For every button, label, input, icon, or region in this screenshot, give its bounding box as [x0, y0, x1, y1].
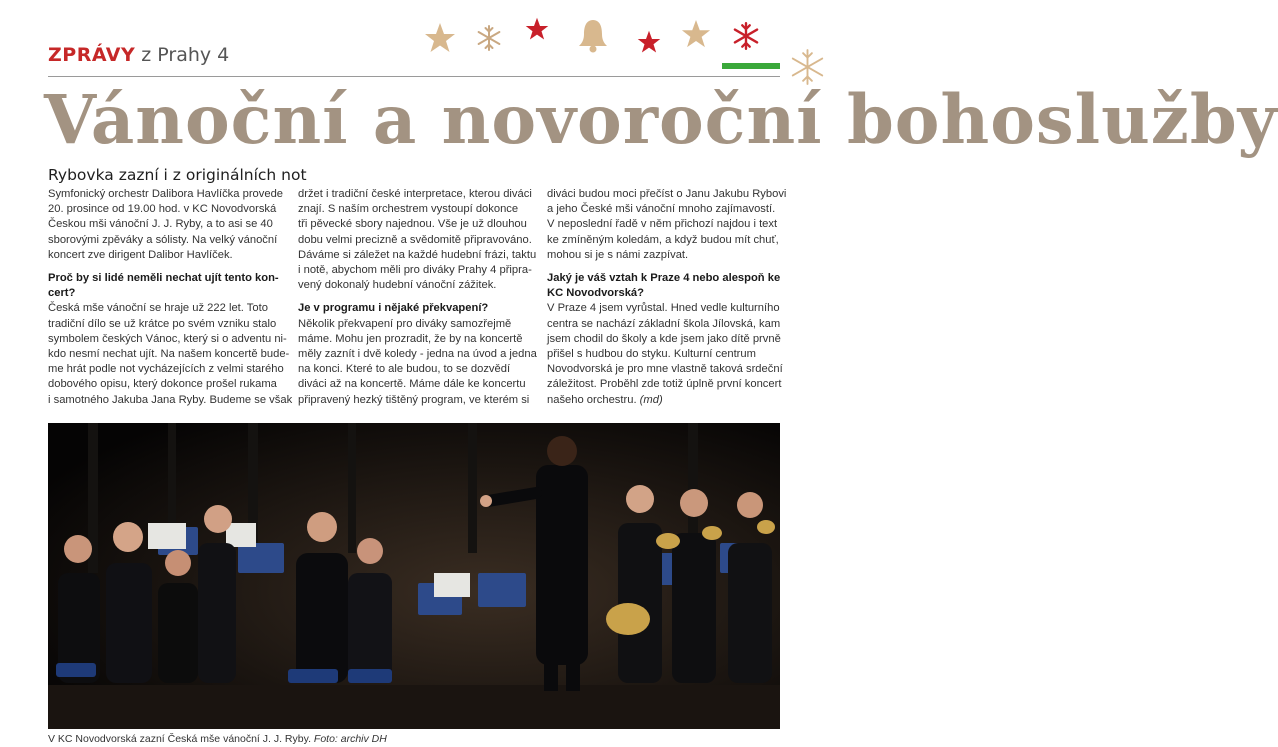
headline: Vánoční a novoroční bohoslužby	[44, 80, 1278, 159]
section-label-strong: ZPRÁVY	[48, 44, 136, 66]
body-line: tradiční dílo se už krátce po svém vzniku stalo	[48, 317, 277, 330]
bell-icon	[578, 18, 608, 54]
interview-question: Je v programu i nějaké překvapení?	[298, 302, 489, 315]
star-icon	[681, 19, 711, 49]
body-line: kdo nesmí nechat ujít. Na našem koncertě bude-	[48, 348, 290, 361]
body-line: V neposlední řadě v něm přichozí najdou i text	[547, 218, 778, 231]
photo-caption	[48, 733, 387, 745]
section-label-rest: z Prahy 4	[135, 44, 230, 66]
body-line: me hrát podle not vycházejících z velmi starého	[48, 363, 284, 376]
body-line: záležitost. Proběhl zde totiž úplně první koncert	[547, 378, 782, 391]
snowflake-icon	[731, 21, 761, 51]
body-line: Několik překvapení pro diváky samozřejmě	[298, 317, 512, 330]
body-line: Symfonický orchestr Dalibora Havlíčka provede	[48, 188, 284, 200]
subtitle: Rybovka zazní i z originálních not	[48, 166, 307, 184]
body-line: Dáváme si záležet na každé hudební frázi, taktu	[298, 248, 537, 261]
interview-question: KC Novodvorská?	[547, 287, 644, 300]
header-rule	[48, 76, 780, 77]
body-line: a jeho České mši vánoční mnoho zajímavostí.	[547, 203, 776, 216]
body-line: znají. S naším orchestrem vystoupí dokonce	[298, 203, 519, 216]
body-line: držet i tradiční české interpretace, kterou diváci	[298, 188, 532, 200]
body-line: připravený hezký tištěný program, ve kterém si	[298, 393, 530, 406]
body-line: V Praze 4 jsem vyrůstal. Hned vedle kulturního	[547, 302, 780, 315]
body-line: přišel s hudbou do styku. Kulturní centrum	[547, 348, 756, 361]
body-line: dobového opisu, který dokonce prošel rukama	[48, 378, 277, 391]
body-line: Česká mše vánoční se hraje už 222 let. Toto	[48, 302, 268, 315]
section-label	[48, 44, 229, 66]
article-column-3	[547, 187, 787, 423]
body-line: měly zaznít i dvě koledy - jedna na úvod a jedna	[298, 348, 537, 361]
body-line: máme. Mohu jen prozradit, že by na koncertě	[298, 332, 523, 345]
body-line: i notě, abychom měli pro diváky Prahy 4 připra-	[298, 264, 532, 277]
interview-question: Proč by si lidé neměli nechat ujít tento kon-	[48, 272, 279, 285]
snowflake-icon	[475, 24, 503, 52]
star-icon	[424, 22, 456, 54]
body-line: jsem chodil do školy a kde jsem jako dítě prvně	[547, 332, 781, 345]
author-signature: (md)	[639, 393, 663, 406]
body-line: mohou si je s námi zazpívat.	[547, 248, 689, 261]
body-line: tři pěvecké sbory najednou. Vše je už dlouhou	[298, 218, 527, 231]
body-line: na konci. Které to ale budou, to se dozvědí	[298, 363, 511, 376]
body-line: sborovými zpěváky a sólisty. Na velký vánoční	[48, 233, 278, 246]
interview-question: cert?	[48, 287, 76, 300]
body-text: našeho orchestru.	[547, 393, 640, 406]
star-icon	[637, 30, 661, 54]
body-line: centra se nachází základní škola Jílovská, kam	[547, 317, 781, 330]
body-line: Českou mši vánoční J. J. Ryby, a to asi se 40	[48, 218, 273, 231]
interview-question: Jaký je váš vztah k Praze 4 nebo alespoň ke	[547, 272, 781, 285]
body-line-last	[547, 393, 783, 408]
body-line: koncert zve dirigent Dalibor Havlíček.	[48, 248, 233, 261]
article-column-2	[298, 187, 537, 423]
caption-text: V KC Novodvorská zazní Česká mše vánoční J. J. Ryby.	[48, 733, 314, 745]
star-icon	[525, 17, 549, 41]
body-line: Novodvorská je pro mne vlastně taková srdeční	[547, 363, 783, 376]
body-line: ke zmíněným koledám, a když budou mít chuť,	[547, 233, 779, 246]
green-accent-bar	[722, 63, 780, 69]
photo-credit: Foto: archiv DH	[313, 733, 387, 745]
body-line: i samotného Jakuba Jana Ryby. Budeme se však	[48, 393, 293, 406]
body-line: diváci až na koncertě. Máme dále ke koncertu	[298, 378, 526, 391]
body-line: diváci budou moci přečíst o Janu Jakubu Rybovi	[547, 188, 787, 200]
body-line: vený dokonalý hudební vánoční zážitek.	[298, 279, 497, 292]
body-line: dobu velmi precizně a svědomitě připravováno.	[298, 233, 532, 246]
body-line: 20. prosince od 19.00 hod. v KC Novodvorská	[48, 203, 277, 216]
article-column-1	[48, 187, 293, 423]
body-line: symbolem českých Vánoc, který si o adventu ni-	[48, 332, 287, 345]
concert-photo	[48, 423, 780, 729]
